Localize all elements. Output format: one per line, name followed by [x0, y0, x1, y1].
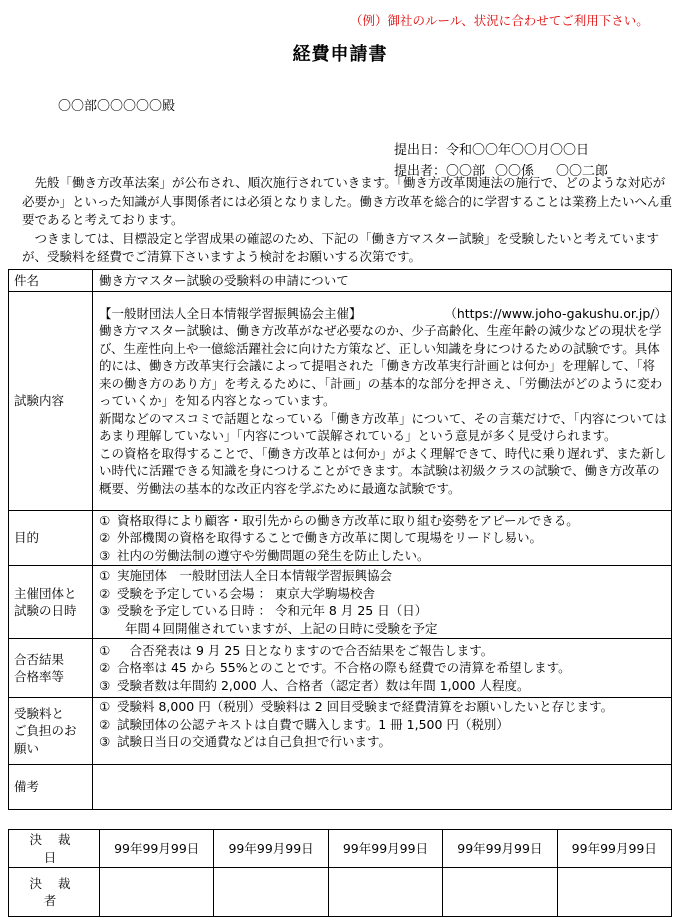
- approval-date-label: 決裁日: [9, 830, 100, 868]
- exam-organizer: [99, 305, 667, 323]
- approver-stamp-cell[interactable]: [328, 868, 442, 917]
- approver-stamp-cell[interactable]: [214, 868, 328, 917]
- approval-date-row: [9, 830, 672, 868]
- fees-list: [93, 698, 672, 765]
- host-note: 年間４回開催されていますが、上記の日時に受験を予定: [125, 620, 438, 636]
- list-item: ① 資格取得により顧客・取引先からの働き方改革に取り組む姿勢をアピールできる。: [99, 512, 579, 528]
- list-item: ② 外部機関の資格を取得することで働き方改革に関して現場をリードし易い。: [99, 530, 543, 546]
- approver-stamp-cell[interactable]: [100, 868, 214, 917]
- usage-note: （例）御社のルール、状況に合わせてご利用下さい。: [350, 13, 649, 28]
- row-fees: [9, 698, 672, 765]
- approver-stamp-cell[interactable]: [557, 868, 671, 917]
- label-remarks: 備考: [9, 765, 93, 810]
- label-results: 合否結果 合格率等: [9, 639, 93, 698]
- list-item: ③ 受験を予定している日時 ： 令和元年 8 月 25 日（日）: [99, 603, 428, 618]
- submit-date: 提出日：令和〇〇年〇〇月〇〇日: [394, 143, 590, 158]
- row-subject: [9, 270, 672, 292]
- applicant-section: 〇〇係: [495, 164, 535, 179]
- organizer-url: （https://www.joho-gakushu.or.jp/）: [444, 305, 667, 321]
- results-list: [93, 639, 672, 698]
- list-item: ② 試験団体の公認テキストは自費で購入します。1 冊 1,500 円（税別）: [99, 716, 509, 732]
- list-item: ③ 受験者数は年間約 2,000 人、合格者（認定者）数は年間 1,000 人程度。: [99, 677, 530, 693]
- label-purpose: 目的: [9, 511, 93, 566]
- exam-paragraph: 働き方マスター試験は、働き方改革がなぜ必要なのか、少子高齢化、生産年齢の減少などの現状を学び、生産性向上や一億総活躍社会に向けた方策など、正しい知識を身につけるための試験です。具体的には、働き方改革実行会議によって提唱された「働き方改革実行計画とは何か」を理解して、「将来の働き方のあり方」を考えるために、「計画」の基本的な部分を押さえ、「労働法がどのように変わっていくか」を知る内容となっています。: [99, 323, 663, 409]
- list-item: ③ 試験日当日の交通費などは自己負担で行います。: [99, 734, 392, 749]
- application-table: [8, 269, 672, 810]
- page-title: 経費申請書: [292, 44, 388, 65]
- intro-paragraph: 先般「働き方改革法案」が公布され、順次施行されていきます。「働き方改革関連法の施行で、どのような対応が必要か」といった知識が人事関係者には必須となりました。働き方改革を総合的に学習することは業務上たいへん重要であると考えております。: [22, 175, 673, 227]
- list-item: ② 合格率は 45 から 55%とのことです。不合格の際も経費での清算を希望します。: [99, 660, 571, 676]
- label-fees: 受験料と ご負担のお 願い: [9, 698, 93, 765]
- row-host: [9, 566, 672, 639]
- addressee: 〇〇部〇〇〇〇〇殿: [58, 99, 176, 114]
- approval-date-cell: 99年99月99日: [443, 830, 557, 868]
- row-results: [9, 639, 672, 698]
- exam-paragraph: この資格を取得することで、「働き方改革とは何か」がよく理解できて、時代に乗り遅れず、また新しい時代に活躍できる知識を身につけることができます。本試験は初級クラスの試験で、働き方改革の概要、労働法の基本的な改正内容を学ぶために最適な試験です。: [99, 445, 667, 496]
- list-item: ② 受験を予定している会場 ： 東京大学駒場校舎: [99, 585, 375, 601]
- exam-paragraph: 新聞などのマスコミで話題となっている「働き方改革」について、その言葉だけで、「内容についてはあまり理解していない」「内容について誤解されている」という意見が多く見受けられます。: [99, 410, 667, 444]
- approval-date-cell: 99年99月99日: [214, 830, 328, 868]
- applicant-name: 〇〇二郎: [556, 164, 609, 179]
- remarks-field[interactable]: [93, 765, 672, 810]
- approval-date-cell: 99年99月99日: [557, 830, 671, 868]
- list-item: ③ 社内の労働法制の遵守や労働問題の発生を防止したい。: [99, 547, 430, 563]
- approver-row: [9, 868, 672, 917]
- subject-text: 働き方マスター試験の受験料の申請について: [93, 270, 672, 292]
- list-item: ① 受験料 8,000 円（税別）受験料は 2 回目受験まで経費清算をお願いしたいと存じます。: [99, 699, 614, 714]
- approval-date-cell: 99年99月99日: [100, 830, 214, 868]
- row-purpose: [9, 511, 672, 566]
- purpose-list: [93, 511, 672, 566]
- intro-paragraph: つきましては、目標設定と学習成果の確認のため、下記の「働き方マスター試験」を受験したいと考えていますが、受験料を経費でご清算下さいますよう検討をお願いする次第です。: [22, 230, 660, 264]
- label-exam: 試験内容: [9, 292, 93, 511]
- row-remarks: [9, 765, 672, 810]
- exam-content: [93, 292, 672, 511]
- approver-label: 決裁者: [9, 868, 100, 917]
- list-item: ① 実施団体 一般財団法人全日本情報学習振興協会: [99, 568, 393, 583]
- label-subject: 件名: [9, 270, 93, 292]
- organizer-name: 【一般財団法人全日本情報学習振興協会主催】: [99, 305, 362, 321]
- applicant-label: 提出者：〇〇部: [394, 164, 486, 179]
- list-item: ① 合否発表は 9 月 25 日となりますので合否結果をご報告します。: [99, 642, 494, 658]
- label-host: 主催団体と 試験の日時: [9, 566, 93, 639]
- row-exam: [9, 292, 672, 511]
- approver-stamp-cell[interactable]: [443, 868, 557, 917]
- host-list: [93, 566, 672, 639]
- intro-body: [22, 174, 672, 267]
- approval-table: [8, 829, 672, 917]
- approval-date-cell: 99年99月99日: [328, 830, 442, 868]
